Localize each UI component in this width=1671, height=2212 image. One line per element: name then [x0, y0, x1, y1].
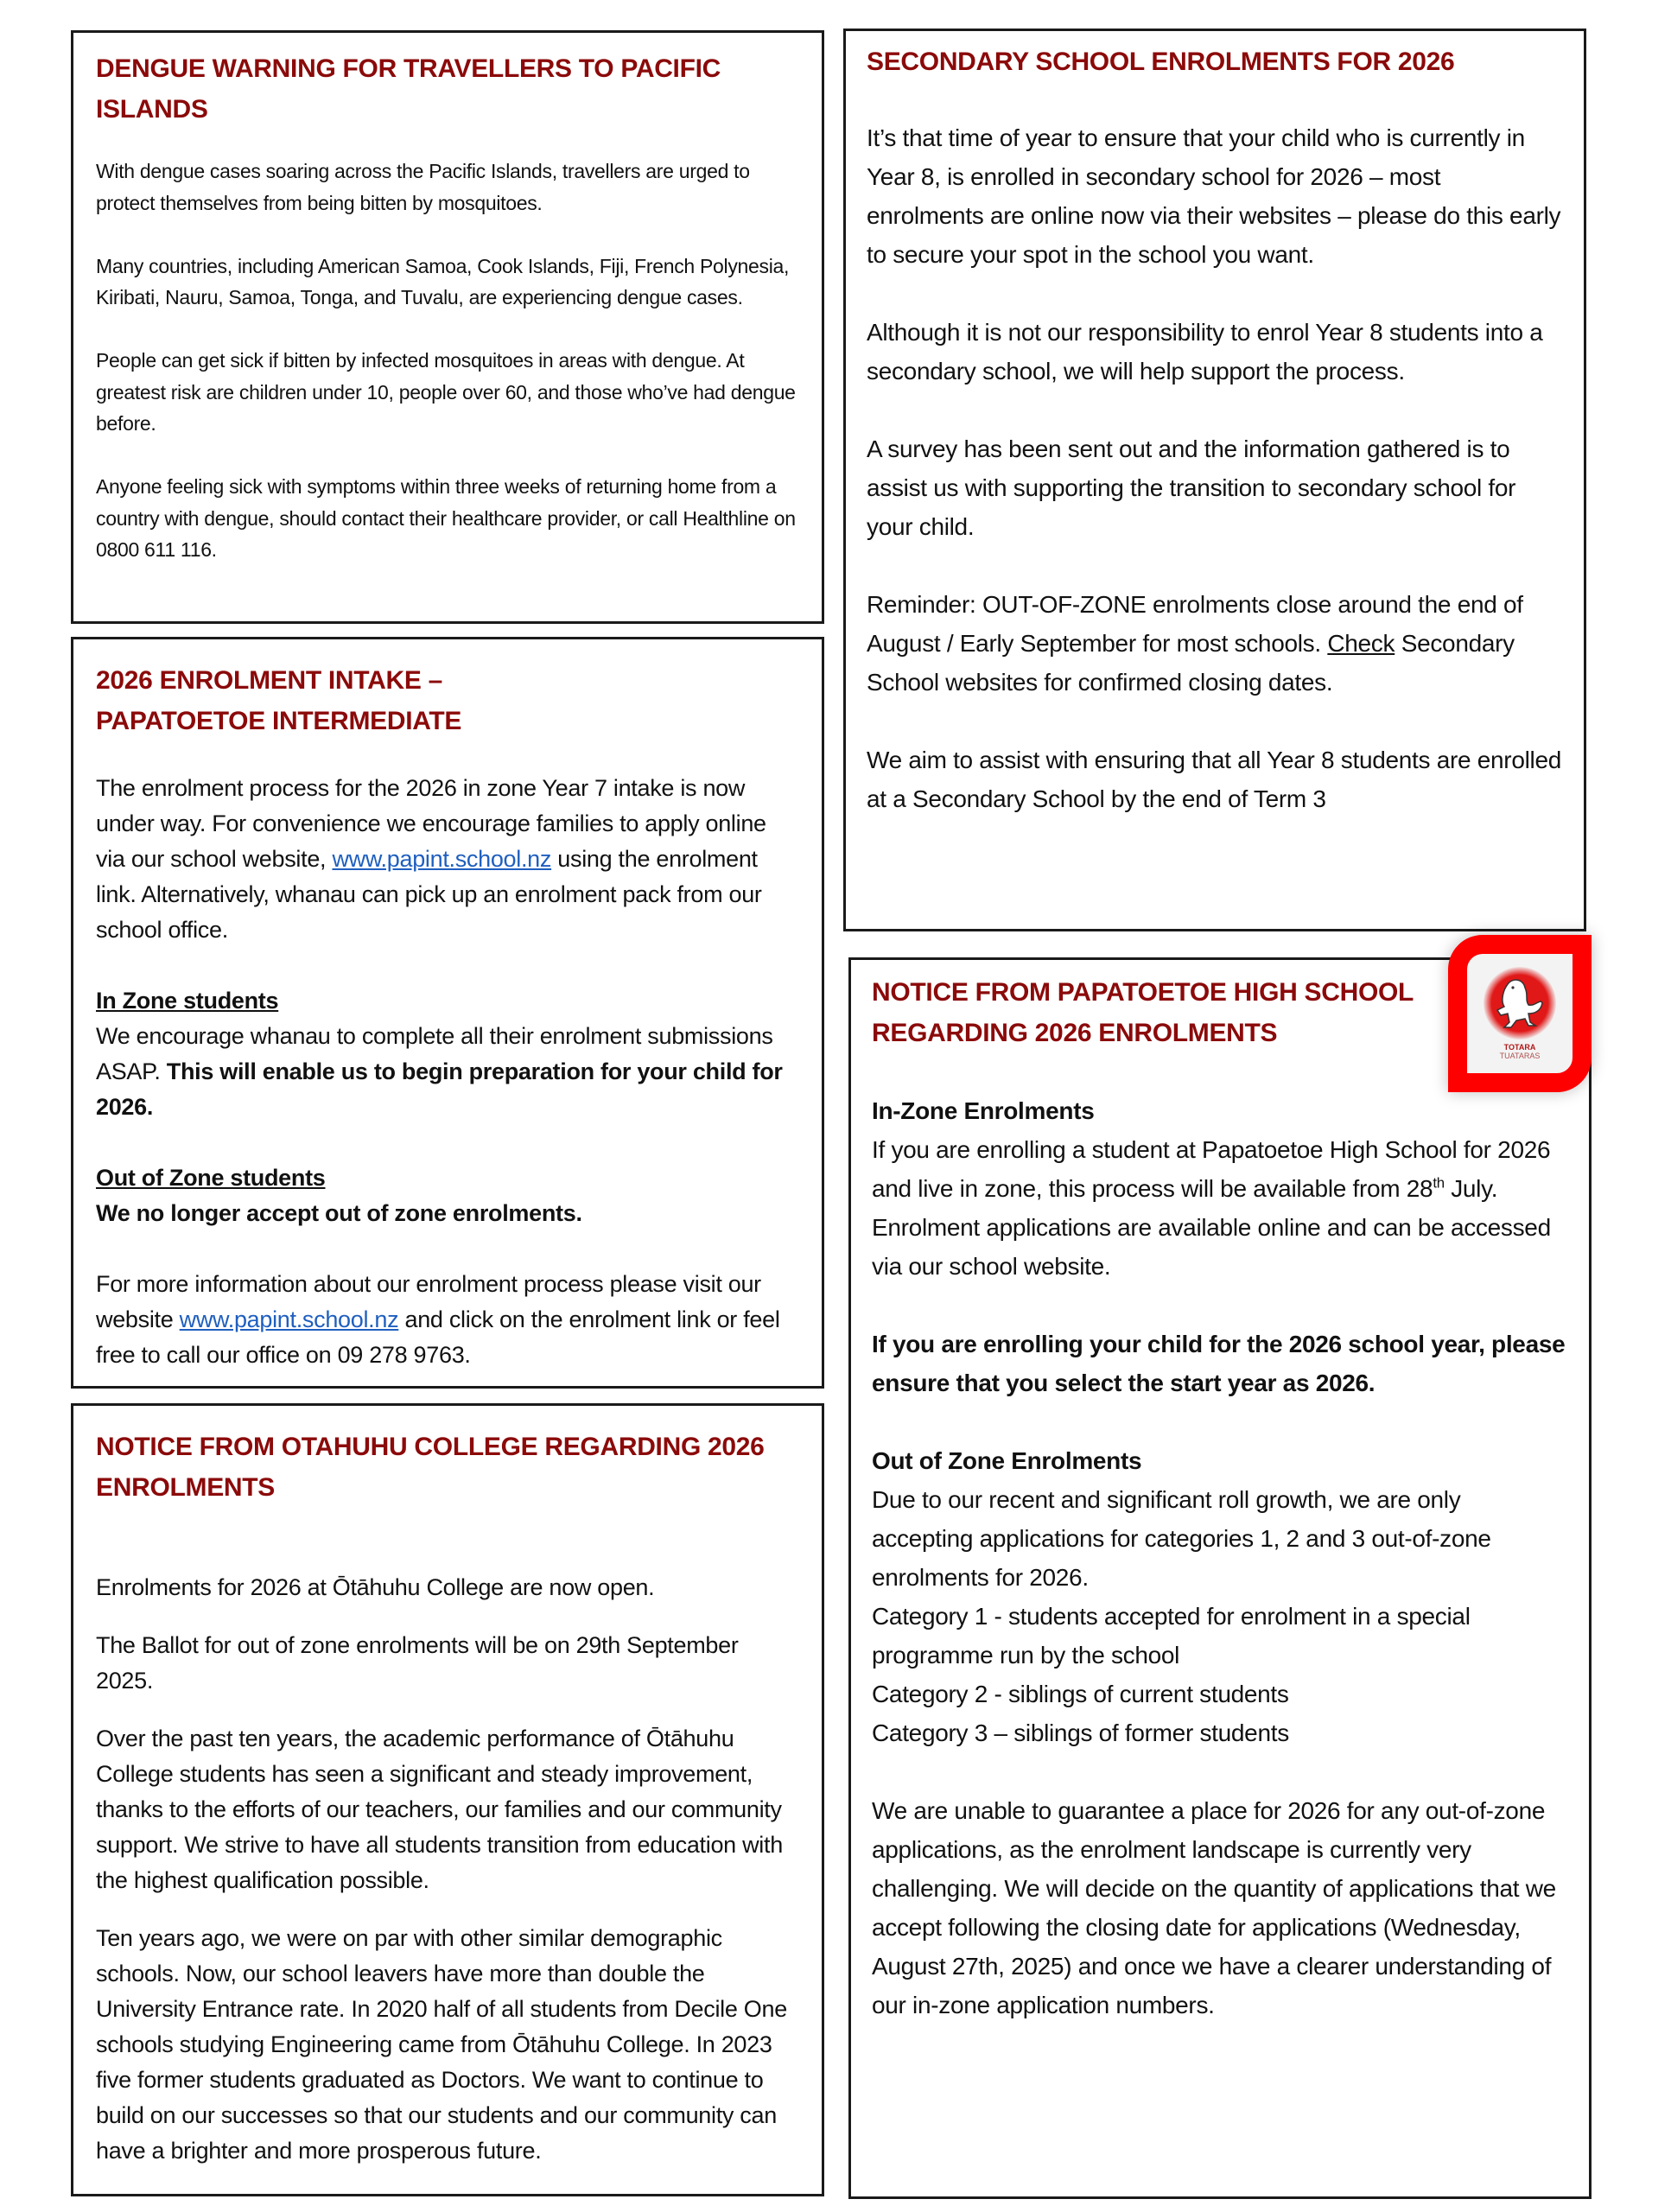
reminder-text: Reminder: OUT-OF-ZONE enrolments close around the end of August / Early September for most schools.: [867, 591, 1523, 657]
phs-in-zone-text-1: If you are enrolling a student at Papatoetoe High School for 2026 and live in zone, this process will be available from 28: [872, 1136, 1551, 1202]
phs-body: [872, 1091, 1568, 2024]
category-item: Category 2 - siblings of current students: [872, 1681, 1289, 1707]
secondary-paragraph: A survey has been sent out and the information gathered is to assist us with supporting the transition to secondary school for your child.: [867, 435, 1516, 540]
otahuhu-paragraph: Over the past ten years, the academic performance of Ōtāhuhu College students has seen a significant and steady improvement, thanks to the efforts of our teachers, our families and our community support. We strive to have all students transition from education with the highest qualification possible.: [96, 1726, 783, 1893]
in-zone-text: [96, 1019, 799, 1125]
otahuhu-college-section: [71, 1403, 824, 2196]
more-info-text: For more information about our enrolment process please visit our website: [96, 1271, 761, 1332]
intake-title-line1: 2026 ENROLMENT INTAKE –: [96, 666, 442, 695]
secondary-reminder: [867, 585, 1563, 702]
school-website-link[interactable]: www.papint.school.nz: [332, 846, 552, 872]
otahuhu-paragraph: Ten years ago, we were on par with other similar demographic schools. Now, our school leavers have more than double the University Entrance rate. In 2020 half of all students from Decile One schools studying Engineering came from Ōtāhuhu College. In 2023 five former students graduated as Doctors. We want to continue to build on our successes so that our students and our community can have a brighter and more prosperous future.: [96, 1925, 787, 2164]
in-zone-heading: [96, 983, 799, 1019]
logo-text-line1: TOTARA: [1503, 1043, 1536, 1052]
tuatara-mascot-icon: [1484, 967, 1556, 1039]
otahuhu-title: NOTICE FROM OTAHUHU COLLEGE REGARDING 2026 ENROLMENTS: [96, 1433, 765, 1502]
more-info-text-2: and click on the enrolment link or feel free to call our office on 09 278 9763.: [96, 1306, 780, 1368]
phs-out-zone-text: Due to our recent and significant roll growth, we are only accepting applications for categories 1, 2 and 3 out-of-zone enrolments for 2026.: [872, 1486, 1491, 1591]
dengue-paragraph: With dengue cases soaring across the Pacific Islands, travellers are urged to protect themselves from being bitten by mosquitoes.: [96, 160, 750, 214]
phs-title-line1: NOTICE FROM PAPATOETOE HIGH SCHOOL: [872, 978, 1414, 1007]
intake-title: [96, 660, 799, 741]
category-item: Category 3 – siblings of former students: [872, 1719, 1289, 1746]
intake-intro-text: The enrolment process for the 2026 in zone Year 7 intake is now under way. For convenience we encourage families to apply online via our school website,: [96, 775, 766, 872]
secondary-paragraph: It’s that time of year to ensure that your child who is currently in Year 8, is enrolled in secondary school for 2026 – most enrolments are online now via their websites – please do this early to secure your spot in the school you want.: [867, 124, 1561, 268]
secondary-title: SECONDARY SCHOOL ENROLMENTS FOR 2026: [867, 48, 1455, 76]
intake-body: [96, 771, 799, 1373]
phs-out-zone-heading-text: Out of Zone Enrolments: [872, 1447, 1142, 1474]
dengue-title: DENGUE WARNING FOR TRAVELLERS TO PACIFIC ISLANDS: [96, 54, 721, 124]
enrolment-intake-section: [71, 637, 824, 1389]
dengue-warning-section: [71, 30, 824, 624]
intake-intro-text-2: using the enrolment link. Alternatively, whanau can pick up an enrolment pack from our school office.: [96, 846, 762, 943]
secondary-enrolments-section: [843, 29, 1586, 931]
dengue-paragraph: People can get sick if bitten by infected mosquitoes in areas with dengue. At greatest risk are children under 10, people over 60, and those who’ve had dengue before.: [96, 349, 796, 435]
phs-closing-text: We are unable to guarantee a place for 2026 for any out-of-zone applications, as the enrolment landscape is currently very challenging. We will decide on the quantity of applications that we accept following the closing date for applications (Wednesday, August 27th, 2025) and once we have a clearer understanding of our in-zone application numbers.: [872, 1797, 1556, 2018]
otahuhu-paragraph: The Ballot for out of zone enrolments will be on 29th September 2025.: [96, 1632, 739, 1694]
school-website-link-2[interactable]: www.papint.school.nz: [179, 1306, 399, 1332]
papatoetoe-high-school-section: [848, 957, 1592, 2199]
phs-title-line2: REGARDING 2026 ENROLMENTS: [872, 1019, 1278, 1047]
otahuhu-paragraph: Enrolments for 2026 at Ōtāhuhu College are now open.: [96, 1574, 655, 1600]
ordinal-suffix: th: [1433, 1174, 1445, 1192]
intake-intro: [96, 771, 799, 948]
dengue-paragraph: Anyone feeling sick with symptoms within three weeks of returning home from a country with dengue, should contact their healthcare provider, or call Healthline on 0800 611 116.: [96, 475, 796, 561]
in-zone-bold: This will enable us to begin preparation for your child for 2026.: [96, 1058, 783, 1120]
secondary-paragraph: Although it is not our responsibility to enrol Year 8 students into a secondary school, we will help support the process.: [867, 319, 1543, 385]
category-item: Category 1 - students accepted for enrolment in a special programme run by the school: [872, 1603, 1471, 1669]
intake-title-line2: PAPATOETOE INTERMEDIATE: [96, 707, 462, 735]
more-info: [96, 1267, 799, 1373]
out-zone-bold: We no longer accept out of zone enrolments.: [96, 1200, 582, 1226]
phs-in-zone-text-2: July. Enrolment applications are available online and can be accessed via our school website.: [872, 1175, 1551, 1280]
in-zone-plain: We encourage whanau to complete all their enrolment submissions ASAP.: [96, 1023, 773, 1084]
logo-text-line2: TUATARAS: [1499, 1052, 1541, 1060]
secondary-paragraph: We aim to assist with ensuring that all Year 8 students are enrolled at a Secondary School by the end of Term 3: [867, 747, 1561, 812]
phs-in-zone-heading-text: In-Zone Enrolments: [872, 1097, 1095, 1124]
out-zone-heading: [96, 1160, 799, 1196]
reminder-text-2: Secondary School websites for confirmed closing dates.: [867, 630, 1515, 696]
otahuhu-body: [96, 1570, 799, 2169]
phs-bold-notice-text: If you are enrolling your child for the 2026 school year, please ensure that you select the start year as 2026.: [872, 1331, 1566, 1396]
phs-bold-notice: [872, 1325, 1568, 1402]
phs-in-zone-heading: [872, 1091, 1568, 1130]
phs-in-zone-text: [872, 1130, 1568, 1286]
phs-out-zone-heading: [872, 1441, 1568, 1480]
dengue-body: [96, 156, 799, 566]
dengue-paragraph: Many countries, including American Samoa, Cook Islands, Fiji, French Polynesia, Kiribati, Nauru, Samoa, Tonga, and Tuvalu, are experiencing dengue cases.: [96, 254, 790, 308]
out-zone-text: [96, 1196, 799, 1231]
in-zone-heading-text: In Zone students: [96, 988, 279, 1014]
secondary-body: [867, 118, 1563, 818]
totara-tuataras-logo: [1448, 935, 1592, 1092]
reminder-check: Check: [1327, 630, 1395, 657]
out-zone-heading-text: Out of Zone students: [96, 1165, 326, 1191]
